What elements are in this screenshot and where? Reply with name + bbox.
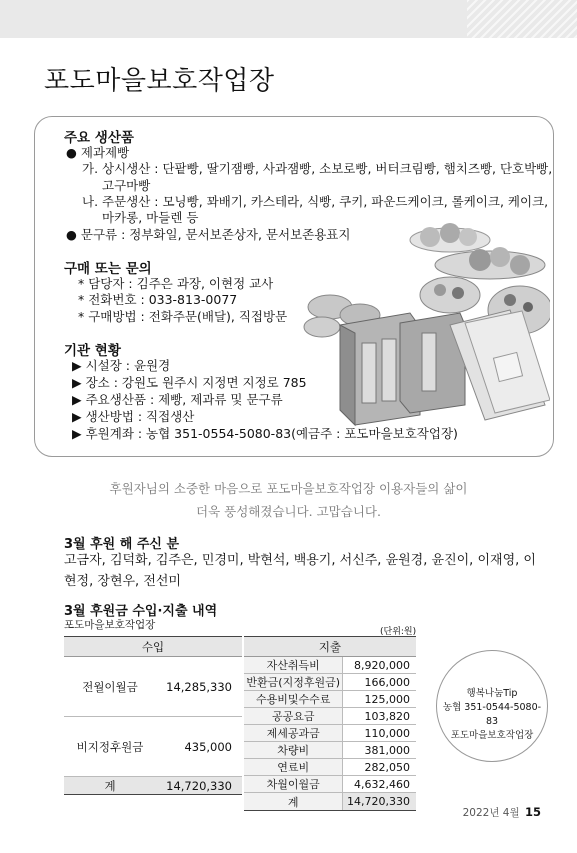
expense-label: 공공요금 — [244, 708, 343, 725]
income-value: 435,000 — [156, 717, 242, 777]
contact-item: * 담당자 : 김주은 과장, 이현정 교사 — [78, 276, 274, 291]
expense-label: 수용비및수수료 — [244, 691, 343, 708]
expense-header: 지출 — [244, 637, 416, 657]
income-total-label: 계 — [64, 777, 156, 795]
order-line2: 마카롱, 마들렌 등 — [102, 210, 199, 225]
expense-table — [244, 636, 416, 811]
expense-value: 103,820 — [343, 708, 416, 725]
bakery-label: ● 제과제빵 — [66, 145, 130, 160]
status-item: ▶ 장소 : 강원도 원주시 지정면 지정로 785 — [72, 375, 307, 390]
income-header: 수입 — [64, 637, 242, 657]
table-row — [244, 725, 416, 742]
products-heading: 주요 생산품 — [64, 130, 134, 146]
donors-heading: 3월 후원 해 주신 분 — [64, 537, 180, 552]
expense-label: 차월이월금 — [244, 776, 343, 793]
status-item: ▶ 후원계좌 : 농협 351-0554-5080-83(예금주 : 포도마을보호작업장) — [72, 426, 458, 441]
expense-total-value: 14,720,330 — [343, 793, 416, 811]
expense-value: 282,050 — [343, 759, 416, 776]
expense-value: 166,000 — [343, 674, 416, 691]
triangle-icon: ▶ — [72, 392, 86, 407]
expense-total-row — [244, 793, 416, 811]
income-total-value: 14,720,330 — [156, 777, 242, 795]
status-heading: 기관 현황 — [64, 343, 121, 359]
status-item: ▶ 생산방법 : 직접생산 — [72, 409, 195, 424]
expense-value: 8,920,000 — [343, 657, 416, 674]
table-row — [244, 759, 416, 776]
expense-label: 자산취득비 — [244, 657, 343, 674]
bullet-icon: ● — [66, 145, 81, 160]
stationery-line: ● 문구류 : 정부화일, 문서보존상자, 문서보존용표지 — [66, 227, 351, 242]
table-row — [244, 708, 416, 725]
thanks-line2: 더욱 풍성해졌습니다. 고맙습니다. — [196, 504, 381, 519]
products-illustration — [300, 215, 550, 430]
header-stripes — [467, 0, 577, 38]
tip-org: 포도마을보호작업장 — [450, 730, 534, 741]
expense-label: 차량비 — [244, 742, 343, 759]
expense-value: 125,000 — [343, 691, 416, 708]
income-table — [64, 636, 242, 795]
regular-line1: 가. 상시생산 : 단팥빵, 딸기잼빵, 사과잼빵, 소보로빵, 버터크림빵, 햄치즈빵, 단호박빵, — [82, 161, 553, 176]
income-label: 비지정후원금 — [64, 717, 156, 777]
income-total-row — [64, 777, 242, 795]
triangle-icon: ▶ — [72, 358, 86, 373]
expense-value: 4,632,460 — [343, 776, 416, 793]
expense-label: 제세공과금 — [244, 725, 343, 742]
expense-value: 110,000 — [343, 725, 416, 742]
donation-tip-badge — [436, 650, 548, 762]
income-label: 전월이월금 — [64, 657, 156, 717]
table-row — [64, 717, 242, 777]
donors-names: 고금자, 김덕화, 김주은, 민경미, 박현석, 백용기, 서신주, 윤원경, 윤진이, 이재영, 이현정, 장현우, 전선미 — [64, 553, 536, 589]
expense-label: 반환금(지정후원금) — [244, 674, 343, 691]
products-section — [64, 126, 134, 146]
header-band — [0, 0, 577, 38]
expense-label: 연료비 — [244, 759, 343, 776]
income-value: 14,285,330 — [156, 657, 242, 717]
table-row — [244, 674, 416, 691]
order-line1: 나. 주문생산 : 모닝빵, 꽈배기, 카스테라, 식빵, 쿠키, 파운드케이크, 롤케이크, 케이크, — [82, 194, 549, 209]
table-row — [244, 776, 416, 793]
page-number: 15 — [524, 805, 541, 819]
table-row — [244, 691, 416, 708]
page-title: 포도마을보호작업장 — [44, 66, 275, 96]
triangle-icon: ▶ — [72, 426, 86, 441]
contact-heading: 구매 또는 문의 — [64, 261, 152, 277]
footer-date: 2022년 4월 — [462, 807, 520, 819]
thanks-line1: 후원자님의 소중한 마음으로 포도마을보호작업장 이용자들의 삶이 — [109, 481, 468, 496]
page-footer — [463, 805, 541, 820]
status-item: ▶ 시설장 : 윤원경 — [72, 358, 171, 373]
contact-item: * 구매방법 : 전화주문(배달), 직접방문 — [78, 309, 288, 324]
contact-item: * 전화번호 : 033-813-0077 — [78, 292, 238, 307]
unit-label: (단위:원) — [380, 627, 417, 637]
bullet-icon: ● — [66, 227, 81, 242]
finance-heading: 3월 후원금 수입·지출 내역 — [64, 604, 218, 619]
table-row — [244, 657, 416, 674]
status-item: ▶ 주요생산품 : 제빵, 제과류 및 문구류 — [72, 392, 283, 407]
table-row — [244, 742, 416, 759]
finance-org: 포도마을보호작업장 — [64, 619, 156, 631]
tip-title: 행복나눔Tip — [466, 688, 518, 699]
expense-total-label: 계 — [244, 793, 343, 811]
table-row — [64, 657, 242, 717]
triangle-icon: ▶ — [72, 409, 86, 424]
expense-value: 381,000 — [343, 742, 416, 759]
tip-account: 농협 351-0544-5080-83 — [442, 702, 542, 727]
regular-line2: 고구마빵 — [102, 178, 151, 193]
triangle-icon: ▶ — [72, 375, 86, 390]
